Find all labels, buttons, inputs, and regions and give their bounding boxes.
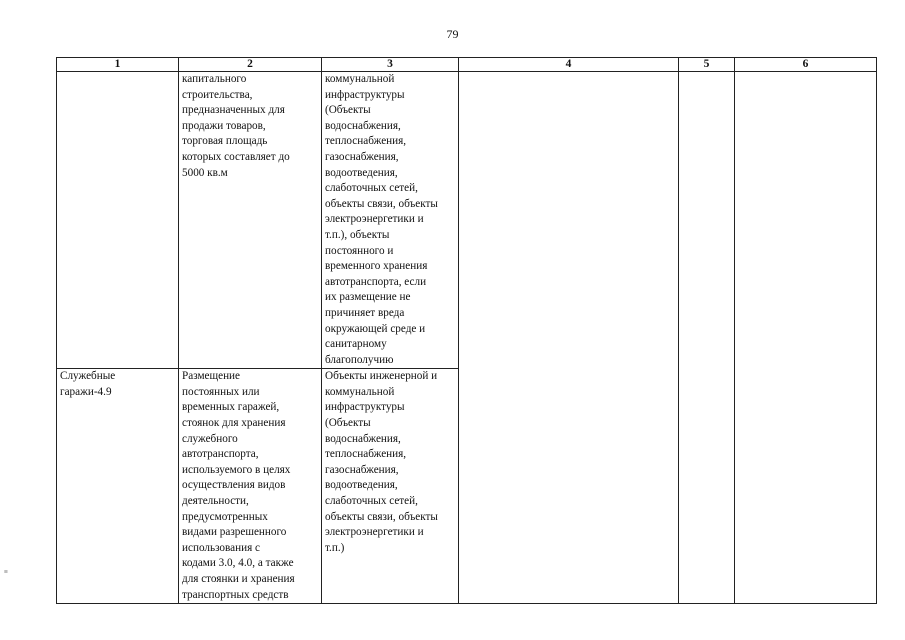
page-number: 79 [446,27,459,41]
column-5-cell [679,72,735,604]
column-header-2: 2 [179,58,322,72]
use-description-cell: Размещение постоянных или временных гаражей, стоянок для хранения служебного автотранспорта, используемого в целях осуществления видов деятельности, предусмотренных видами разрешенного использования с кодами 3.0, 4.0, а также для стоянки и хранения транспортных средств [179,369,322,604]
margin-mark: ≡ [4,568,8,576]
permitted-objects-cell: коммунальной инфраструктуры (Объекты водоснабжения, теплоснабжения, газоснабжения, водоотведения, слаботочных сетей, объекты связи, объекты электроэнергетики и т.п.), объекты постоянного и временного хранения автотранспорта, если их размещение не причиняет вреда окружающей среде и санитарному благополучию [322,72,459,369]
use-type-cell: Служебные гаражи-4.9 [57,369,179,604]
permitted-objects-cell: Объекты инженерной и коммунальной инфраструктуры (Объекты водоснабжения, теплоснабжения, газоснабжения, водоотведения, слаботочных сетей, объекты связи, объекты электроэнергетики и т.п.) [322,369,459,604]
column-header-3: 3 [322,58,459,72]
use-type-cell [57,72,179,369]
table-row [57,72,877,369]
land-use-table [56,57,877,604]
column-header-4: 4 [459,58,679,72]
column-4-cell [459,72,679,604]
column-header-5: 5 [679,58,735,72]
column-header-1: 1 [57,58,179,72]
column-6-cell [735,72,877,604]
column-header-6: 6 [735,58,877,72]
table-header-row [57,58,877,72]
use-description-cell: капитального строительства, предназначенных для продажи товаров, торговая площадь которых составляет до 5000 кв.м [179,72,322,369]
